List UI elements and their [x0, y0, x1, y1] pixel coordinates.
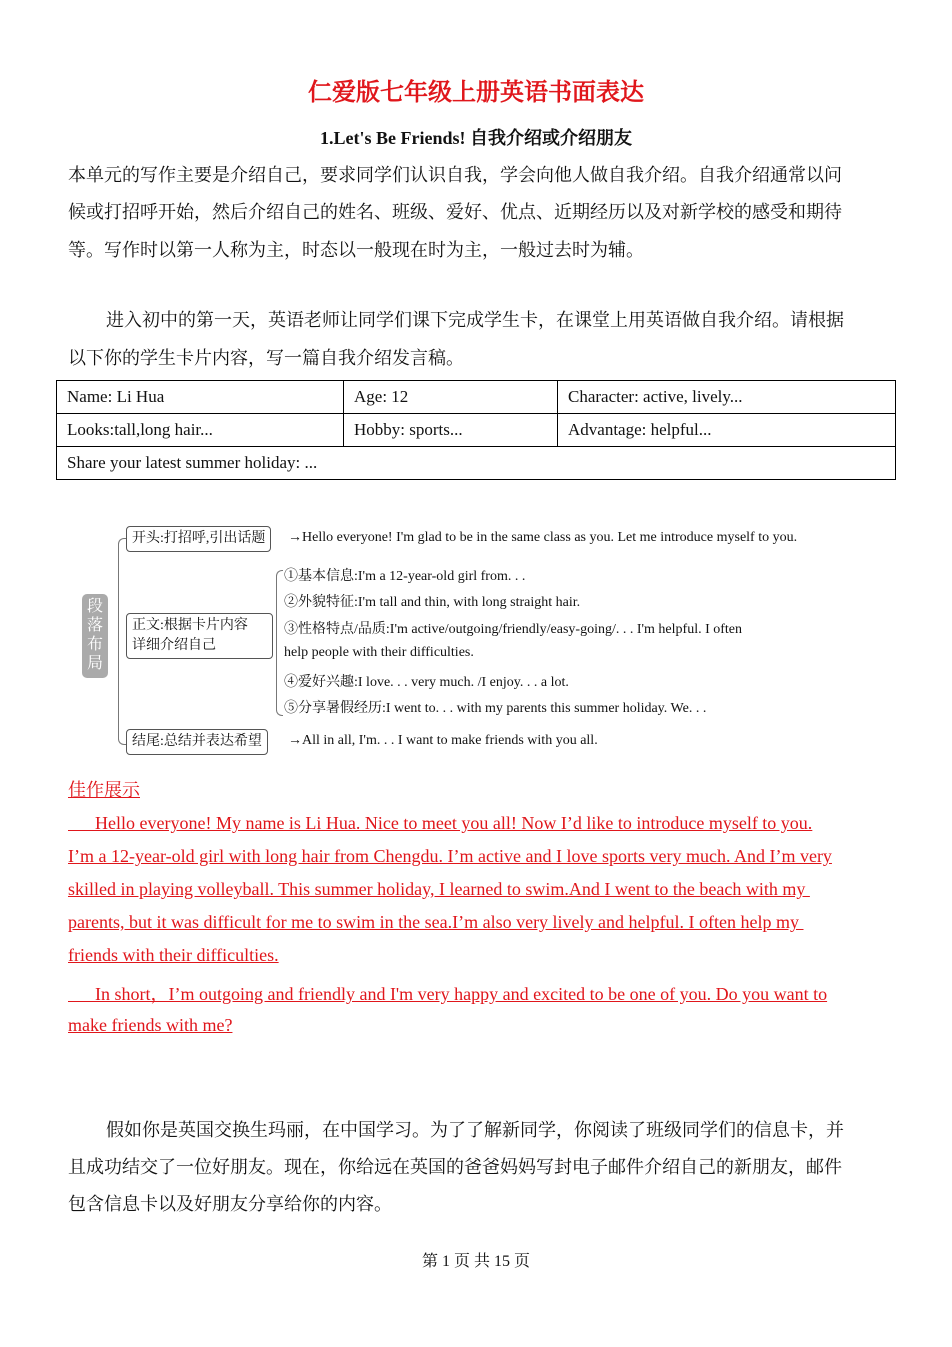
task2-line: 包含信息卡以及好朋友分享给你的内容。 [68, 1194, 392, 1214]
task2-line: 且成功结交了一位好朋友。现在，你给远在英国的爸爸妈妈写封电子邮件介绍自己的新朋友，邮件 [68, 1157, 842, 1177]
body-item: ③性格特点/品质:I'm active/outgoing/friendly/easy-going/. . . I'm helpful. I often [284, 622, 743, 637]
opening-text: →Hello everyone! I'm glad to be in the same class as you. Let me introduce myself to you. [288, 530, 798, 545]
body-item: ⑤分享暑假经历:I went to. . . with my parents this summer holiday. We. . . [284, 701, 707, 716]
page-footer: 第 1 页 共 15 页 [421, 1253, 530, 1270]
intro-line: 等。写作时以第一人称为主，时态以一般现在时为主，一般过去时为辅。 [68, 240, 644, 260]
body-item: ①基本信息:I'm a 12-year-old girl from. . . [284, 569, 526, 584]
task-line: 以下你的学生卡片内容，写一篇自我介绍发言稿。 [68, 348, 464, 368]
sample-heading: 佳作展示 [68, 780, 140, 800]
table-cell: Character: active, lively... [558, 381, 896, 414]
side-label: 段落布局 [82, 594, 108, 678]
sample-line: friends with their difficulties. [68, 945, 279, 965]
opening-box: 开头:打招呼,引出话题 [126, 526, 271, 552]
body-box-line: 正文:根据卡片内容 [132, 618, 248, 633]
intro-line: 候或打招呼开始，然后介绍自己的姓名、班级、爱好、优点、近期经历以及对新学校的感受和期待 [68, 202, 842, 222]
sample-line: In short，I’m outgoing and friendly and I'm very happy and excited to be one of you. Do you want to [68, 984, 828, 1004]
body-box-line: 详细介绍自己 [132, 638, 216, 653]
sample-line: Hello everyone! My name is Li Hua. Nice to meet you all! Now I’d like to introduce myself to you. [68, 813, 813, 833]
brace [276, 570, 283, 716]
body-item: help people with their difficulties. [284, 645, 474, 660]
section-subtitle: 1.Let's Be Friends! 自我介绍或介绍朋友 [320, 128, 632, 148]
table-cell: Age: 12 [344, 381, 558, 414]
task2-line: 假如你是英国交换生玛丽，在中国学习。为了了解新同学，你阅读了班级同学们的信息卡，并 [106, 1120, 844, 1140]
table-cell: Name: Li Hua [57, 381, 344, 414]
page-title: 仁爱版七年级上册英语书面表达 [308, 80, 644, 106]
ending-box: 结尾:总结并表达希望 [126, 729, 268, 755]
table-row [57, 414, 896, 447]
sample-line: I’m a 12-year-old girl with long hair from Chengdu. I’m active and I love sports very much. And I’m very [68, 846, 832, 866]
table-cell: Looks:tall,long hair... [57, 414, 344, 447]
table-row [57, 381, 896, 414]
intro-line: 本单元的写作主要是介绍自己，要求同学们认识自我，学会向他人做自我介绍。自我介绍通常以问 [68, 165, 842, 185]
student-card-table [56, 380, 896, 480]
sample-line: skilled in playing volleyball. This summer holiday, I learned to swim.And I went to the beach with my [68, 879, 810, 899]
body-item: ②外貌特征:I'm tall and thin, with long straight hair. [284, 595, 581, 610]
body-box [126, 613, 273, 659]
ending-text: →All in all, I'm. . . I want to make friends with you all. [288, 733, 598, 748]
task-line: 进入初中的第一天，英语老师让同学们课下完成学生卡，在课堂上用英语做自我介绍。请根据 [106, 310, 844, 330]
sample-line: make friends with me? [68, 1015, 233, 1035]
table-row [57, 447, 896, 480]
table-cell: Advantage: helpful... [558, 414, 896, 447]
body-item: ④爱好兴趣:I love. . . very much. /I enjoy. . . a lot. [284, 675, 569, 690]
table-cell: Share your latest summer holiday: ... [57, 447, 896, 480]
sample-line: parents, but it was difficult for me to swim in the sea.I’m also very lively and helpful. I often help my [68, 912, 804, 932]
table-cell: Hobby: sports... [344, 414, 558, 447]
